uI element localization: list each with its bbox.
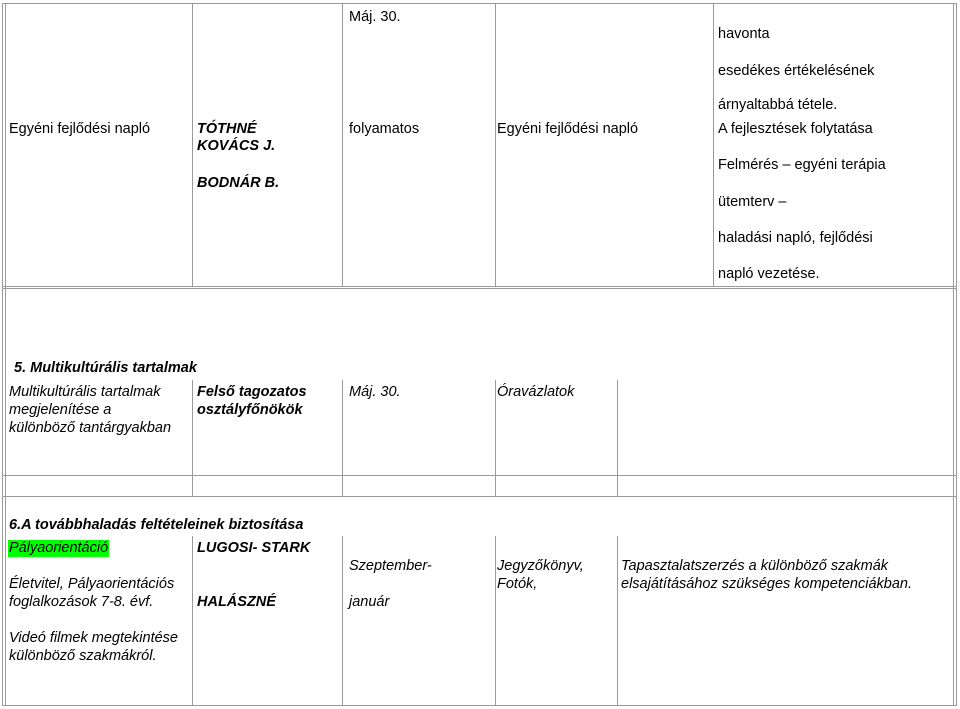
notes-line: Tapasztalatszerzés a különböző szakmák (621, 558, 889, 574)
grid-line (342, 380, 343, 496)
deadline-line: Szeptember- (349, 558, 432, 574)
responsible-line: BODNÁR B. (197, 175, 280, 191)
activity-line: különböző szakmákról. (9, 648, 157, 664)
notes-line: haladási napló, fejlődési (718, 230, 873, 246)
activity-line: Videó filmek megtekintése (9, 630, 178, 646)
grid-line (5, 3, 6, 706)
responsible-line: osztályfőnökök (197, 402, 303, 418)
grid-line (617, 536, 618, 706)
grid-line (495, 380, 496, 496)
notes-line: ütemterv – (718, 194, 787, 210)
section-title: 6.A továbbhaladás feltételeinek biztosítása (9, 517, 304, 533)
grid-line (2, 3, 3, 706)
notes-line: havonta (718, 26, 770, 42)
grid-line (495, 536, 496, 706)
indicator-cell: Óravázlatok (497, 384, 575, 400)
responsible-line: TÓTHNÉ (197, 121, 257, 137)
indicator-cell: Egyéni fejlődési napló (497, 121, 639, 137)
grid-line (713, 3, 714, 287)
notes-line: napló vezetése. (718, 266, 820, 282)
deadline-cell: Máj. 30. (349, 384, 401, 400)
grid-line (2, 286, 956, 287)
notes-line: A fejlesztések folytatása (718, 121, 873, 137)
notes-line: Felmérés – egyéni terápia (718, 157, 886, 173)
deadline-cell: Máj. 30. (349, 9, 401, 25)
grid-line (2, 475, 956, 476)
activity-line: foglalkozások 7-8. évf. (9, 594, 154, 610)
activity-line: Multikultúrális tartalmak (9, 384, 161, 400)
grid-line (953, 3, 954, 706)
grid-line (617, 380, 618, 496)
grid-line (495, 3, 496, 287)
activity-line: Életvitel, Pályaorientációs (9, 576, 175, 592)
grid-line (342, 536, 343, 706)
responsible-line: HALÁSZNÉ (197, 594, 276, 610)
activity-line: különböző tantárgyakban (9, 420, 172, 436)
activity-cell: Egyéni fejlődési napló (9, 121, 151, 137)
grid-line (2, 288, 956, 289)
indicator-line: Jegyzőkönyv, (497, 558, 584, 574)
grid-line (342, 3, 343, 287)
activity-line: megjelenítése a (9, 402, 112, 418)
responsible-line: KOVÁCS J. (197, 138, 276, 154)
grid-line (956, 3, 957, 706)
grid-line (2, 705, 956, 706)
deadline-cell: folyamatos (349, 121, 420, 137)
notes-line: árnyaltabbá tétele. (718, 97, 838, 113)
grid-line (192, 536, 193, 706)
grid-line (192, 3, 193, 287)
section-title: 5. Multikultúrális tartalmak (14, 360, 197, 376)
grid-line (2, 3, 956, 4)
notes-line: esedékes értékelésének (718, 63, 875, 79)
grid-line (2, 496, 956, 497)
responsible-line: Felső tagozatos (197, 384, 307, 400)
indicator-line: Fotók, (497, 576, 538, 592)
notes-line: elsajátításához szükséges kompetenciákban. (621, 576, 912, 592)
grid-line (192, 380, 193, 496)
activity-highlight: Pályaorientáció (9, 540, 109, 556)
deadline-line: január (349, 594, 390, 610)
responsible-line: LUGOSI- STARK (197, 540, 311, 556)
